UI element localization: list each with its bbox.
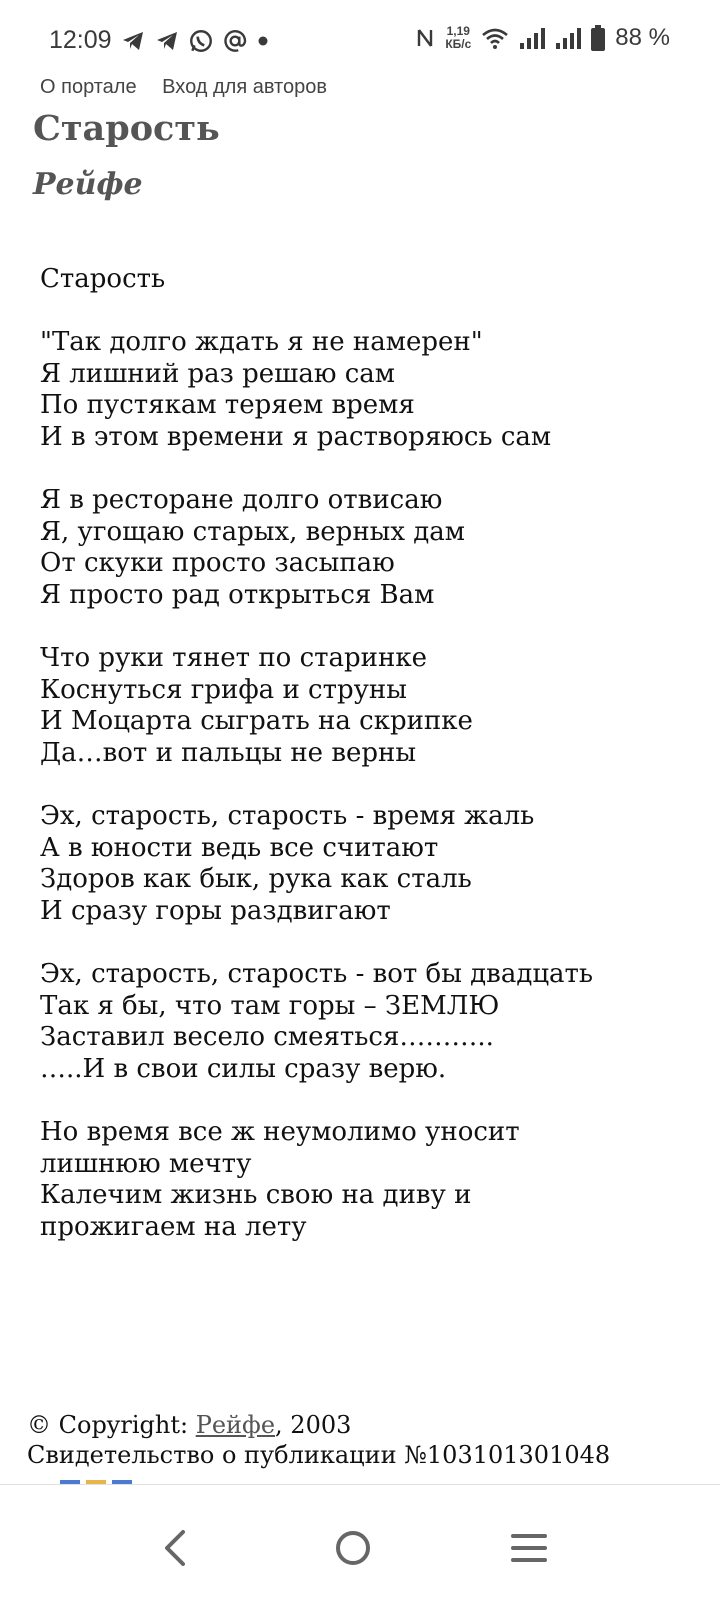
- signal-icon: [519, 26, 545, 50]
- poem-line: Что руки тянет по старинке: [40, 643, 427, 674]
- telegram-icon: [120, 29, 146, 53]
- poem-text: [40, 264, 700, 1243]
- wifi-icon: [481, 26, 509, 50]
- whatsapp-icon: [188, 28, 214, 54]
- poem-line: "Так долго ждать я не намерен": [40, 327, 483, 358]
- footer: [27, 1410, 610, 1470]
- poem-line: И в этом времени я растворяюсь сам: [40, 421, 552, 452]
- home-button[interactable]: [308, 1503, 398, 1593]
- notification-icons: [120, 28, 270, 54]
- poem-line: лишнюю мечту: [40, 1148, 252, 1179]
- poem-line: Калечим жизнь свою на диву и: [40, 1180, 472, 1211]
- poem-line: …..И в свои силы сразу верю.: [40, 1053, 447, 1084]
- copyright-line: © Copyright: Рейфе, 2003: [27, 1411, 352, 1439]
- status-time: 12:09: [49, 26, 112, 54]
- authors-login-link[interactable]: Вход для авторов: [162, 76, 327, 98]
- status-bar: [0, 0, 720, 84]
- signal-icon: [555, 26, 581, 50]
- top-nav: [40, 76, 347, 99]
- back-chevron-icon: [155, 1526, 195, 1570]
- poem-stanza: [40, 264, 700, 296]
- poem-line: Здоров как бык, рука как сталь: [40, 864, 472, 895]
- back-button[interactable]: [130, 1503, 220, 1593]
- battery-percent: 88 %: [615, 24, 670, 51]
- system-nav-bar: [0, 1484, 720, 1609]
- poem-stanza: [40, 327, 700, 453]
- author-link[interactable]: Рейфе: [195, 1411, 276, 1439]
- nfc-icon: [415, 26, 435, 50]
- poem-line: Так я бы, что там горы – ЗЕМЛЮ: [40, 990, 500, 1021]
- poem-line: Я в ресторане долго отвисаю: [40, 485, 443, 516]
- poem-line: И Моцарта сыграть на скрипке: [40, 706, 473, 737]
- poem-line: Я, угощаю старых, верных дам: [40, 516, 466, 547]
- poem-line: Я просто рад открыться Вам: [40, 579, 435, 610]
- menu-lines-icon: [507, 1526, 551, 1570]
- recent-apps-button[interactable]: [484, 1503, 574, 1593]
- poem-line: Заставил весело смеяться………..: [40, 1022, 494, 1053]
- network-speed: 1,19 КБ/с: [445, 24, 472, 51]
- poem-line: И сразу горы раздвигают: [40, 895, 391, 926]
- author-name: Рейфе: [33, 167, 143, 202]
- poem-line: Но время все ж неумолимо уносит: [40, 1117, 520, 1148]
- poem-line: По пустякам теряем время: [40, 390, 415, 421]
- home-circle-icon: [331, 1526, 375, 1570]
- poem-line: Старость: [40, 264, 166, 294]
- poem-line: От скуки просто засыпаю: [40, 548, 395, 579]
- poem-line: Да…вот и пальцы не верны: [40, 737, 417, 768]
- about-portal-link[interactable]: О портале: [40, 76, 137, 98]
- poem-line: Я лишний раз решаю сам: [40, 358, 396, 389]
- page-title: Старость: [33, 108, 220, 149]
- poem-stanza: [40, 959, 700, 1085]
- at-sign-icon: [222, 28, 248, 54]
- poem-line: Эх, старость, старость - время жаль: [40, 801, 535, 832]
- telegram-icon: [154, 29, 180, 53]
- poem-line: Эх, старость, старость - вот бы двадцать: [40, 959, 594, 990]
- poem-stanza: [40, 1117, 700, 1243]
- publication-certificate: Свидетельство о публикации №103101301048: [27, 1441, 611, 1469]
- dot-icon: [256, 34, 270, 48]
- poem-stanza: [40, 801, 700, 927]
- battery-icon: [591, 25, 605, 51]
- poem-stanza: [40, 643, 700, 769]
- poem-line: Коснуться грифа и струны: [40, 674, 407, 705]
- poem-line: прожигаем на лету: [40, 1211, 307, 1242]
- poem-line: А в юности ведь все считают: [40, 832, 439, 863]
- poem-stanza: [40, 485, 700, 611]
